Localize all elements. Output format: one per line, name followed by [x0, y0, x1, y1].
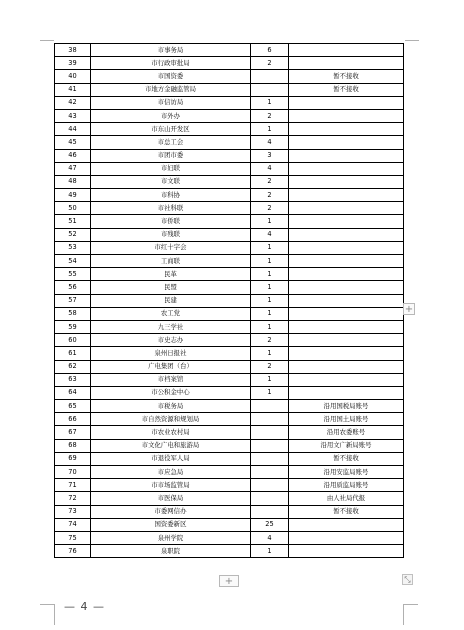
row-number-cell[interactable]: 67: [55, 426, 91, 439]
note-cell[interactable]: 暂不接收: [289, 83, 404, 96]
table-row: [55, 202, 404, 215]
note-cell[interactable]: [289, 57, 404, 70]
unit-name-cell[interactable]: 九三学社: [91, 320, 251, 333]
count-cell[interactable]: [251, 452, 289, 465]
note-cell[interactable]: 沿用国土局账号: [289, 413, 404, 426]
table-row: [55, 162, 404, 175]
unit-name-cell[interactable]: 市信访局: [91, 96, 251, 109]
table-row: [55, 123, 404, 136]
unit-table: [54, 43, 404, 558]
row-number-cell[interactable]: 38: [55, 44, 91, 57]
note-cell[interactable]: 暂不接收: [289, 452, 404, 465]
table-row: [55, 57, 404, 70]
count-cell[interactable]: [251, 426, 289, 439]
row-number-cell[interactable]: 43: [55, 109, 91, 122]
unit-name-cell[interactable]: 市残联: [91, 228, 251, 241]
note-cell[interactable]: 沿用文广新局账号: [289, 439, 404, 452]
table-row: [55, 347, 404, 360]
row-number-cell[interactable]: 53: [55, 241, 91, 254]
note-cell[interactable]: [289, 136, 404, 149]
note-cell[interactable]: [289, 545, 404, 558]
unit-name-cell[interactable]: 市红十字会: [91, 241, 251, 254]
add-row-button[interactable]: +: [219, 575, 239, 587]
note-cell[interactable]: 沿用安监局账号: [289, 466, 404, 479]
unit-name-cell[interactable]: 市自然资源和规划局: [91, 413, 251, 426]
unit-name-cell[interactable]: 市文化广电和旅游局: [91, 439, 251, 452]
table-row: [55, 518, 404, 531]
note-cell[interactable]: 暂不接收: [289, 70, 404, 83]
table-row: [55, 175, 404, 188]
unit-name-cell[interactable]: 市侨联: [91, 215, 251, 228]
count-cell[interactable]: [251, 413, 289, 426]
note-cell[interactable]: [289, 373, 404, 386]
count-cell[interactable]: [251, 439, 289, 452]
unit-name-cell[interactable]: 市地方金融监管局: [91, 83, 251, 96]
table-row: [55, 215, 404, 228]
count-cell[interactable]: 1: [251, 241, 289, 254]
note-cell[interactable]: [289, 123, 404, 136]
note-cell[interactable]: [289, 531, 404, 544]
count-cell[interactable]: 1: [251, 294, 289, 307]
row-number-cell[interactable]: 75: [55, 531, 91, 544]
row-number-cell[interactable]: 71: [55, 479, 91, 492]
crop-mark-bottom-left: [40, 604, 55, 625]
count-cell[interactable]: [251, 466, 289, 479]
table-row: [55, 373, 404, 386]
row-number-cell[interactable]: 58: [55, 307, 91, 320]
table-row: [55, 334, 404, 347]
row-number-cell[interactable]: 42: [55, 96, 91, 109]
table-row: [55, 281, 404, 294]
count-cell[interactable]: 1: [251, 123, 289, 136]
row-number-cell[interactable]: 49: [55, 189, 91, 202]
table-row: [55, 228, 404, 241]
row-number-cell[interactable]: 57: [55, 294, 91, 307]
unit-name-cell[interactable]: 市妇联: [91, 162, 251, 175]
row-number-cell[interactable]: 70: [55, 466, 91, 479]
count-cell[interactable]: 1: [251, 545, 289, 558]
count-cell[interactable]: 1: [251, 268, 289, 281]
row-number-cell[interactable]: 63: [55, 373, 91, 386]
unit-name-cell[interactable]: 市科协: [91, 189, 251, 202]
table-row: [55, 466, 404, 479]
row-number-cell[interactable]: 41: [55, 83, 91, 96]
table-row: [55, 96, 404, 109]
table-row: [55, 505, 404, 518]
count-cell[interactable]: 1: [251, 373, 289, 386]
row-number-cell[interactable]: 47: [55, 162, 91, 175]
note-cell[interactable]: 沿用国税局账号: [289, 400, 404, 413]
row-number-cell[interactable]: 44: [55, 123, 91, 136]
unit-name-cell[interactable]: 市市场监管局: [91, 479, 251, 492]
count-cell[interactable]: 1: [251, 307, 289, 320]
note-cell[interactable]: [289, 334, 404, 347]
table-resize-handle[interactable]: ⤡: [402, 574, 413, 585]
note-cell[interactable]: [289, 228, 404, 241]
count-cell[interactable]: 4: [251, 531, 289, 544]
unit-name-cell[interactable]: 市医保局: [91, 492, 251, 505]
table-row: [55, 307, 404, 320]
unit-name-cell[interactable]: 泉州日报社: [91, 347, 251, 360]
row-number-cell[interactable]: 59: [55, 320, 91, 333]
table-row: [55, 452, 404, 465]
row-number-cell[interactable]: 48: [55, 175, 91, 188]
page-number: — 4 —: [64, 600, 105, 613]
count-cell[interactable]: 2: [251, 57, 289, 70]
unit-name-cell[interactable]: 市税务局: [91, 400, 251, 413]
crop-mark-top-right: [405, 40, 419, 42]
row-number-cell[interactable]: 46: [55, 149, 91, 162]
count-cell[interactable]: 2: [251, 360, 289, 373]
table-body: [55, 44, 404, 558]
unit-name-cell[interactable]: 泉职院: [91, 545, 251, 558]
table-row: [55, 83, 404, 96]
unit-name-cell[interactable]: 工商联: [91, 255, 251, 268]
note-cell[interactable]: [289, 149, 404, 162]
note-cell[interactable]: [289, 202, 404, 215]
note-cell[interactable]: [289, 268, 404, 281]
note-cell[interactable]: 由人社局代报: [289, 492, 404, 505]
row-number-cell[interactable]: 50: [55, 202, 91, 215]
table-row: [55, 531, 404, 544]
note-cell[interactable]: [289, 175, 404, 188]
table-row: [55, 70, 404, 83]
unit-name-cell[interactable]: 市退役军人局: [91, 452, 251, 465]
unit-name-cell[interactable]: 市公积金中心: [91, 386, 251, 399]
count-cell[interactable]: 1: [251, 96, 289, 109]
count-cell[interactable]: 4: [251, 162, 289, 175]
count-cell[interactable]: 25: [251, 518, 289, 531]
row-number-cell[interactable]: 45: [55, 136, 91, 149]
note-cell[interactable]: [289, 162, 404, 175]
unit-name-cell[interactable]: 市社科联: [91, 202, 251, 215]
unit-name-cell[interactable]: 市国资委: [91, 70, 251, 83]
row-number-cell[interactable]: 74: [55, 518, 91, 531]
row-number-cell[interactable]: 61: [55, 347, 91, 360]
row-number-cell[interactable]: 68: [55, 439, 91, 452]
count-cell[interactable]: [251, 70, 289, 83]
row-number-cell[interactable]: 69: [55, 452, 91, 465]
unit-name-cell[interactable]: 民建: [91, 294, 251, 307]
count-cell[interactable]: 2: [251, 202, 289, 215]
table-row: [55, 360, 404, 373]
unit-name-cell[interactable]: 市史志办: [91, 334, 251, 347]
row-number-cell[interactable]: 55: [55, 268, 91, 281]
unit-name-cell[interactable]: 民盟: [91, 281, 251, 294]
table-row: [55, 255, 404, 268]
unit-name-cell[interactable]: 农工党: [91, 307, 251, 320]
count-cell[interactable]: [251, 83, 289, 96]
row-number-cell[interactable]: 54: [55, 255, 91, 268]
table-row: [55, 426, 404, 439]
table-row: [55, 149, 404, 162]
unit-name-cell[interactable]: 市总工会: [91, 136, 251, 149]
count-cell[interactable]: 2: [251, 334, 289, 347]
row-number-cell[interactable]: 56: [55, 281, 91, 294]
table-row: [55, 439, 404, 452]
crop-mark-top-left: [40, 40, 54, 42]
count-cell[interactable]: 1: [251, 320, 289, 333]
table-row: [55, 545, 404, 558]
table-row: [55, 294, 404, 307]
unit-name-cell[interactable]: 市团市委: [91, 149, 251, 162]
table-row: [55, 109, 404, 122]
count-cell[interactable]: 3: [251, 149, 289, 162]
table-row: [55, 268, 404, 281]
note-cell[interactable]: [289, 44, 404, 57]
note-cell[interactable]: [289, 189, 404, 202]
table-row: [55, 479, 404, 492]
row-number-cell[interactable]: 64: [55, 386, 91, 399]
note-cell[interactable]: [289, 215, 404, 228]
unit-name-cell[interactable]: 国资委新区: [91, 518, 251, 531]
unit-name-cell[interactable]: 广电集团（台）: [91, 360, 251, 373]
note-cell[interactable]: [289, 518, 404, 531]
row-number-cell[interactable]: 65: [55, 400, 91, 413]
add-column-button[interactable]: +: [404, 304, 414, 315]
table-row: [55, 386, 404, 399]
unit-name-cell[interactable]: 市事务局: [91, 44, 251, 57]
table-row: [55, 189, 404, 202]
unit-name-cell[interactable]: 市农业农村局: [91, 426, 251, 439]
note-cell[interactable]: [289, 386, 404, 399]
note-cell[interactable]: 沿用农委账号: [289, 426, 404, 439]
note-cell[interactable]: [289, 241, 404, 254]
row-number-cell[interactable]: 62: [55, 360, 91, 373]
row-number-cell[interactable]: 66: [55, 413, 91, 426]
count-cell[interactable]: 2: [251, 175, 289, 188]
note-cell[interactable]: [289, 281, 404, 294]
unit-name-cell[interactable]: 市应急局: [91, 466, 251, 479]
table-row: [55, 136, 404, 149]
count-cell[interactable]: 2: [251, 189, 289, 202]
row-number-cell[interactable]: 60: [55, 334, 91, 347]
note-cell[interactable]: [289, 109, 404, 122]
unit-name-cell[interactable]: 民革: [91, 268, 251, 281]
count-cell[interactable]: [251, 400, 289, 413]
note-cell[interactable]: [289, 360, 404, 373]
count-cell[interactable]: [251, 505, 289, 518]
count-cell[interactable]: 1: [251, 386, 289, 399]
unit-name-cell[interactable]: 市档案馆: [91, 373, 251, 386]
count-cell[interactable]: 4: [251, 136, 289, 149]
row-number-cell[interactable]: 40: [55, 70, 91, 83]
row-number-cell[interactable]: 52: [55, 228, 91, 241]
crop-mark-bottom-right: [403, 604, 418, 625]
count-cell[interactable]: 1: [251, 215, 289, 228]
note-cell[interactable]: [289, 255, 404, 268]
count-cell[interactable]: [251, 492, 289, 505]
row-number-cell[interactable]: 73: [55, 505, 91, 518]
note-cell[interactable]: [289, 307, 404, 320]
note-cell[interactable]: [289, 294, 404, 307]
row-number-cell[interactable]: 51: [55, 215, 91, 228]
unit-name-cell[interactable]: 市行政审批局: [91, 57, 251, 70]
unit-name-cell[interactable]: 市外办: [91, 109, 251, 122]
count-cell[interactable]: 2: [251, 109, 289, 122]
row-number-cell[interactable]: 72: [55, 492, 91, 505]
note-cell[interactable]: [289, 347, 404, 360]
unit-name-cell[interactable]: 市文联: [91, 175, 251, 188]
count-cell[interactable]: 1: [251, 347, 289, 360]
unit-name-cell[interactable]: 泉州学院: [91, 531, 251, 544]
count-cell[interactable]: 1: [251, 281, 289, 294]
table-row: [55, 492, 404, 505]
note-cell[interactable]: 暂不接收: [289, 505, 404, 518]
count-cell[interactable]: 1: [251, 255, 289, 268]
note-cell[interactable]: 沿用质监局账号: [289, 479, 404, 492]
count-cell[interactable]: 4: [251, 228, 289, 241]
table-row: [55, 241, 404, 254]
note-cell[interactable]: [289, 320, 404, 333]
unit-name-cell[interactable]: 市委网信办: [91, 505, 251, 518]
table-row: [55, 320, 404, 333]
row-number-cell[interactable]: 39: [55, 57, 91, 70]
table-row: [55, 400, 404, 413]
count-cell[interactable]: 6: [251, 44, 289, 57]
table-row: [55, 44, 404, 57]
table-row: [55, 413, 404, 426]
note-cell[interactable]: [289, 96, 404, 109]
count-cell[interactable]: [251, 479, 289, 492]
unit-name-cell[interactable]: 市东山开发区: [91, 123, 251, 136]
row-number-cell[interactable]: 76: [55, 545, 91, 558]
